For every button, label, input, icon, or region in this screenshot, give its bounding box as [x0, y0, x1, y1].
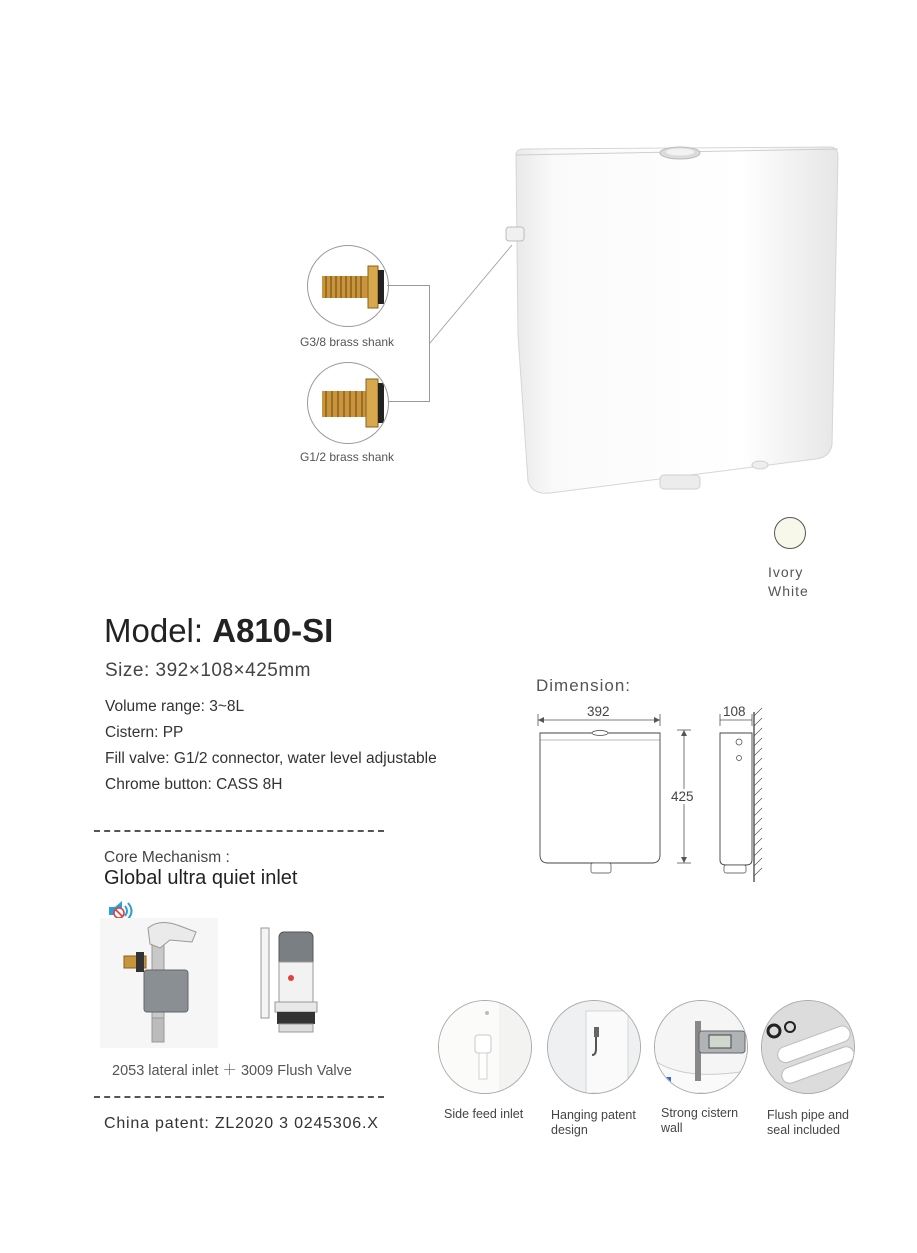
dimension-title: Dimension:: [536, 676, 632, 695]
shank-label: G1/2 brass shank: [300, 450, 395, 464]
feature-label-line1: Side feed inlet: [444, 1107, 524, 1121]
model-title: [104, 612, 333, 650]
shank-connector-line: [387, 285, 429, 286]
section-divider: [94, 1096, 384, 1098]
feature-label-line2: wall: [661, 1121, 683, 1135]
size-value: 392×108×425mm: [155, 660, 311, 681]
size-label: Size:: [105, 660, 150, 681]
side-feed-inlet-image: [438, 1000, 532, 1094]
model-code: A810-SI: [212, 612, 334, 649]
patent-number: China patent: ZL2020 3 0245306.X: [104, 1115, 379, 1132]
color-name-line1: Ivory: [768, 564, 804, 580]
feature-label-line2: seal included: [767, 1123, 840, 1137]
core-caption: 2053 lateral inlet ＋ 3009 Flush Valve: [112, 1063, 352, 1079]
shank-connector-line: [387, 401, 429, 402]
dimension-width-label: 392: [587, 704, 610, 719]
model-prefix: Model:: [104, 612, 204, 649]
feature-label-line1: Strong cistern: [661, 1106, 739, 1120]
dimension-drawing: [530, 700, 780, 890]
feature-label: [767, 1108, 877, 1138]
feature-label: [551, 1108, 661, 1138]
ivory-white-swatch: [774, 517, 806, 549]
core-heading: Core Mechanism :: [104, 849, 230, 866]
hanging-patent-design-image: [547, 1000, 641, 1094]
feature-label-line1: Hanging patent: [551, 1108, 636, 1122]
flush-pipe-and-seal-image: [761, 1000, 855, 1094]
flush-valve-image: [255, 922, 325, 1034]
color-name: [768, 563, 809, 601]
spec-item: Chrome button: CASS 8H: [105, 776, 283, 793]
strong-cistern-wall-image: [654, 1000, 748, 1094]
feature-label-line2: design: [551, 1123, 588, 1137]
dimension-depth-label: 108: [723, 704, 746, 719]
lateral-inlet-valve-image: [100, 918, 218, 1048]
cistern-product-image: [420, 135, 860, 515]
feature-label-line1: Flush pipe and: [767, 1108, 850, 1122]
dimension-height-label: 425: [671, 789, 694, 804]
feature-label: [661, 1106, 771, 1136]
g12-brass-shank-image: [307, 362, 389, 444]
size-line: [105, 660, 311, 682]
color-name-line2: White: [768, 583, 809, 599]
spec-item: Volume range: 3~8L: [105, 698, 245, 715]
feature-label: [444, 1107, 554, 1122]
core-subheading: Global ultra quiet inlet: [104, 867, 298, 889]
spec-list: [105, 694, 437, 798]
spec-item: Cistern: PP: [105, 724, 184, 741]
section-divider: [94, 830, 384, 832]
spec-item: Fill valve: G1/2 connector, water level adjustable: [105, 750, 437, 767]
shank-label: G3/8 brass shank: [300, 335, 395, 349]
